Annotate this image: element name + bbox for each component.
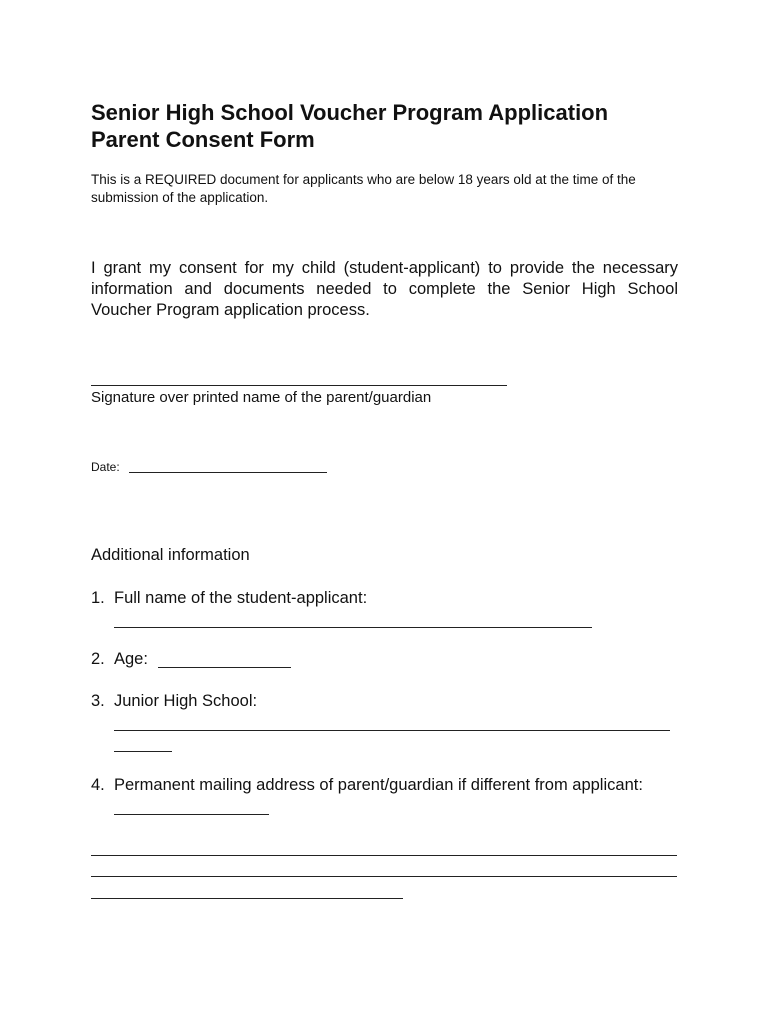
junior-high-line[interactable] bbox=[114, 730, 670, 731]
item-number: 2. bbox=[91, 650, 105, 668]
form-title bbox=[91, 99, 731, 153]
mailing-address-line-4[interactable] bbox=[91, 898, 403, 899]
junior-high-line-continued[interactable] bbox=[114, 751, 172, 752]
signature-caption: Signature over printed name of the parent/guardian bbox=[91, 389, 432, 406]
item-label-mailing-address: Permanent mailing address of parent/guardian if different from applicant: bbox=[114, 776, 643, 794]
item-label-full-name: Full name of the student-applicant: bbox=[114, 589, 368, 607]
date-label: Date: bbox=[91, 460, 120, 474]
mailing-address-line-3[interactable] bbox=[91, 876, 677, 877]
mailing-address-line-1[interactable] bbox=[114, 814, 269, 815]
item-number: 4. bbox=[91, 776, 105, 794]
item-number: 1. bbox=[91, 589, 105, 607]
required-notice: This is a REQUIRED document for applicants who are below 18 years old at the time of the submission of the application. bbox=[91, 172, 636, 205]
age-line[interactable] bbox=[158, 667, 291, 668]
form-title-line-2: Parent Consent Form bbox=[91, 127, 315, 152]
item-label-age: Age: bbox=[114, 650, 148, 668]
additional-info-heading: Additional information bbox=[91, 546, 250, 564]
consent-statement: I grant my consent for my child (student-applicant) to provide the necessary information and documents needed to complete the Senior High School Voucher Program application process. bbox=[91, 259, 678, 319]
full-name-line[interactable] bbox=[114, 627, 592, 628]
mailing-address-line-2[interactable] bbox=[91, 855, 677, 856]
item-number: 3. bbox=[91, 692, 105, 710]
item-label-junior-high: Junior High School: bbox=[114, 692, 258, 710]
date-line[interactable] bbox=[129, 472, 327, 473]
form-title-line-1: Senior High School Voucher Program Application bbox=[91, 100, 609, 125]
signature-line[interactable] bbox=[91, 385, 507, 386]
